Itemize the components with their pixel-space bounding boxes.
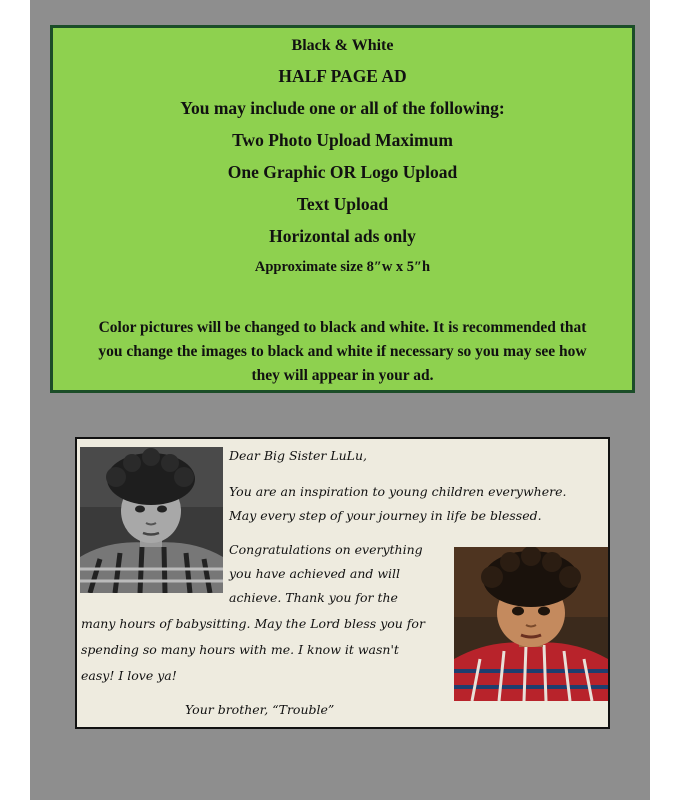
boy-portrait-bw-image: [80, 447, 223, 593]
color-note-line: they will appear in your ad.: [251, 367, 434, 384]
photo-bw: [80, 447, 223, 593]
ad-signature: Your brother, “Trouble”: [185, 702, 335, 717]
ad-paragraph-line: You are an inspiration to young children everywhere.: [229, 484, 567, 499]
color-note: [67, 316, 618, 388]
ad-greeting: Dear Big Sister LuLu,: [229, 448, 368, 463]
photo-color: [454, 547, 608, 701]
ad-requirements-box: [50, 25, 635, 393]
ad-type-heading: Black & White: [291, 37, 394, 54]
sample-ad: [75, 437, 610, 729]
horizontal-only: Horizontal ads only: [269, 226, 416, 246]
color-note-line: you change the images to black and white if necessary so you may see how: [98, 343, 587, 360]
boy-portrait-color-image: [454, 547, 608, 701]
color-note-line: Color pictures will be changed to black and white. It is recommended that: [98, 319, 587, 336]
ad-size-heading: HALF PAGE AD: [278, 66, 407, 86]
ad-paragraph-line: spending so many hours with me. I know it wasn't: [81, 642, 399, 657]
include-options-heading: You may include one or all of the following:: [180, 98, 505, 118]
ad-paragraph-line: achieve. Thank you for the: [229, 590, 398, 605]
graphic-logo-upload: One Graphic OR Logo Upload: [227, 162, 458, 182]
ad-paragraph-line: easy! I love ya!: [81, 668, 177, 683]
approximate-size: Approximate size 8″w x 5″h: [254, 259, 431, 275]
text-upload: Text Upload: [296, 194, 389, 214]
ad-paragraph-line: many hours of babysitting. May the Lord bless you for: [81, 616, 425, 631]
ad-paragraph-line: May every step of your journey in life be blessed.: [229, 508, 542, 523]
photo-upload-limit: Two Photo Upload Maximum: [232, 130, 453, 150]
ad-paragraph-line: you have achieved and will: [229, 566, 401, 581]
ad-paragraph-line: Congratulations on everything: [229, 542, 423, 557]
